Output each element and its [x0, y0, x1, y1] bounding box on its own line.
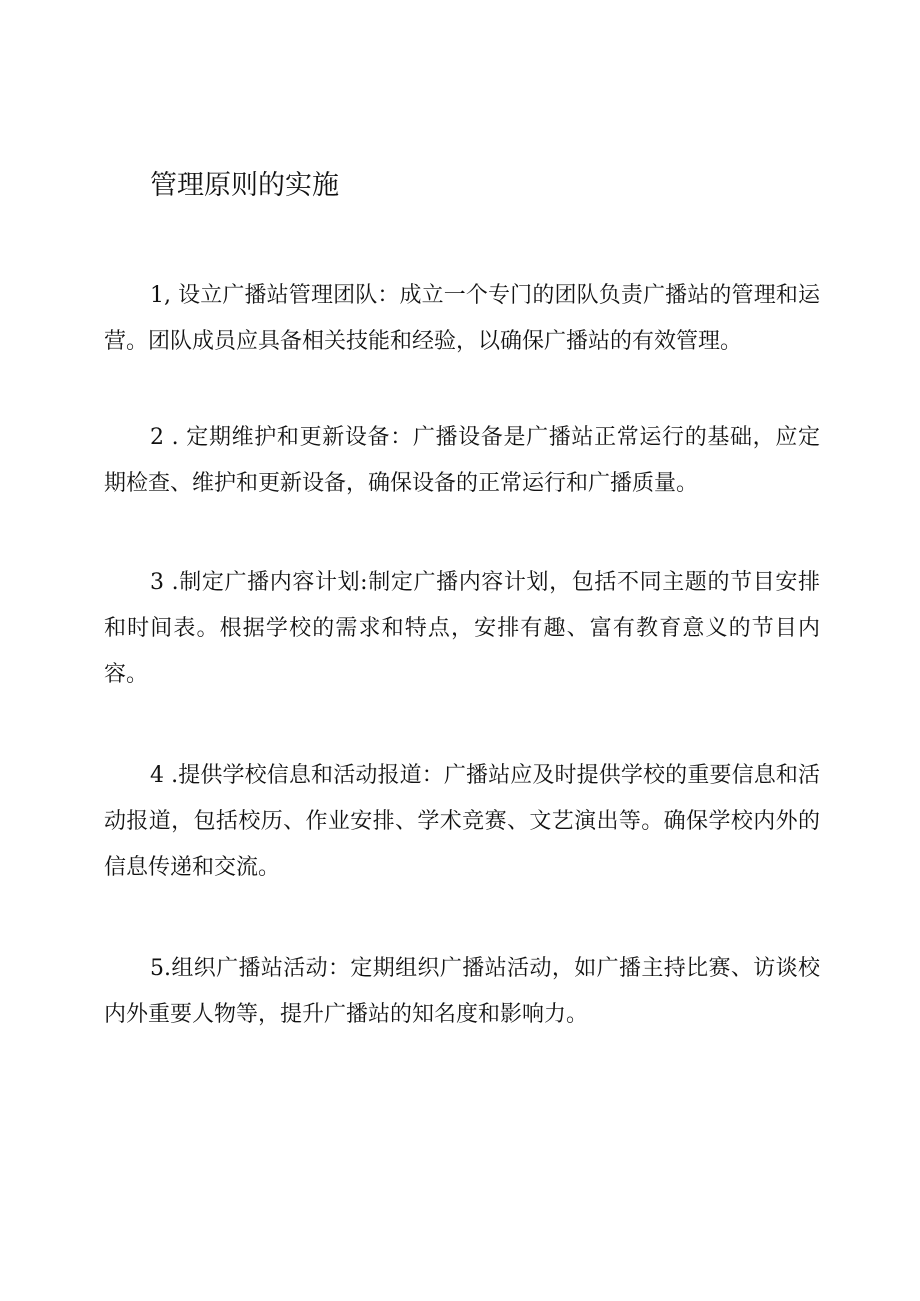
paragraph-number: 5 [150, 956, 164, 981]
paragraph-separator: . [164, 425, 187, 450]
paragraph-text: 组织广播站活动：定期组织广播站活动，如广播主持比赛、访谈校内外重要人物等，提升广播站的知名度和影响力。 [104, 956, 820, 1027]
paragraph-number: 3 [150, 570, 164, 595]
paragraph-number: 1 [150, 283, 164, 308]
paragraph-number: 2 [150, 425, 164, 450]
document-title: 管理原则的实施 [150, 170, 339, 201]
paragraph-separator: . [164, 570, 179, 595]
paragraph-3 [104, 560, 820, 698]
paragraph-text: 定期维护和更新设备：广播设备是广播站正常运行的基础，应定期检查、维护和更新设备，确保设备的正常运行和广播质量。 [104, 425, 820, 496]
paragraph-text: 设立广播站管理团队：成立一个专门的团队负责广播站的管理和运营。团队成员应具备相关技能和经验，以确保广播站的有效管理。 [104, 283, 820, 354]
paragraph-separator: , [164, 283, 179, 308]
paragraph-separator: . [164, 763, 179, 788]
paragraph-text: 制定广播内容计划:制定广播内容计划，包括不同主题的节目安排和时间表。根据学校的需求和特点，安排有趣、富有教育意义的节目内容。 [104, 570, 820, 687]
paragraph-number: 4 [150, 763, 164, 788]
paragraph-1 [104, 273, 820, 365]
paragraph-text: 提供学校信息和活动报道：广播站应及时提供学校的重要信息和活动报道，包括校历、作业安排、学术竞赛、文艺演出等。确保学校内外的信息传递和交流。 [104, 763, 820, 880]
paragraph-5 [104, 946, 820, 1038]
paragraph-4 [104, 753, 820, 891]
paragraph-separator: . [164, 956, 171, 981]
paragraph-2 [104, 415, 820, 507]
